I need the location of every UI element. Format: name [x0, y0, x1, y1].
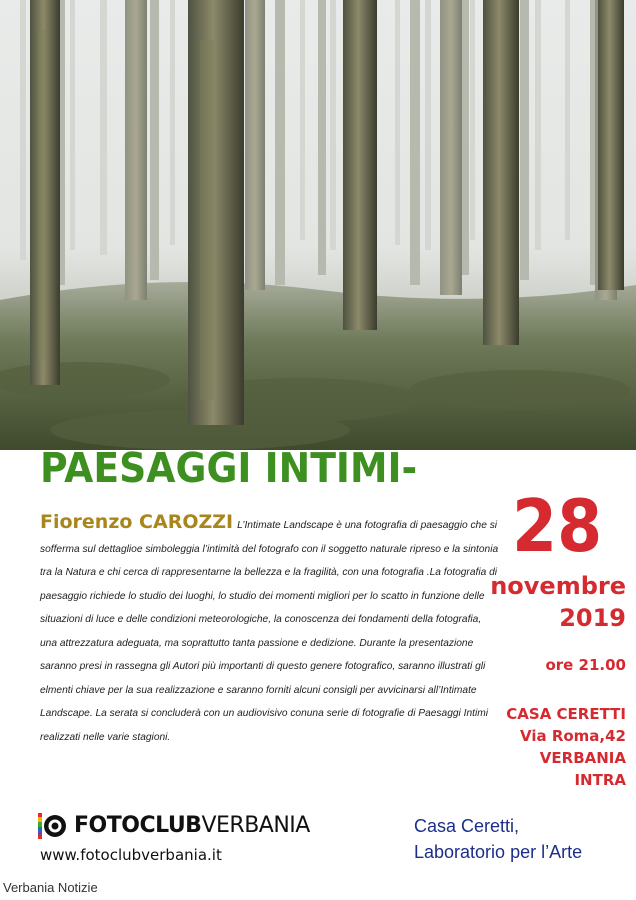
watermark-text: Verbania Notizie: [3, 880, 98, 895]
venue-line: INTRA: [574, 771, 626, 789]
organizer-line: Casa Ceretti,: [414, 816, 520, 836]
logo-thin-text: VERBANIA: [201, 813, 310, 838]
website-link[interactable]: www.fotoclubverbania.it: [40, 846, 222, 864]
organizer-block: [414, 813, 582, 865]
event-month: novembre: [490, 572, 626, 600]
event-year: 2019: [559, 604, 626, 632]
camera-lens-icon: [38, 812, 68, 840]
venue-line: Via Roma,42: [519, 727, 626, 745]
fotoclub-logo: [38, 812, 310, 840]
venue-line: CASA CERETTI: [506, 705, 626, 723]
venue-address: [506, 703, 626, 791]
author-name: Fiorenzo CAROZZI: [40, 511, 234, 533]
description-text: L’Intimate Landscape è una fotografia di paesaggio che si sofferma sul dettaglioe simboleggia l’intimità del fotografo con il soggetto naturale ripreso e la sintonia tra la Natura e chi cerca di rappresentarne la bellezza e la fragilità, con una fotografia .La fotografia di paesaggio richiede lo studio dei luoghi, lo studio dei momenti migliori per lo scatto in funzione delle situazioni di luce e delle condizioni meteorologiche, la conoscenza dei fondamenti della fotografia, una attrezzatura adeguata, ma soprattutto tanta passione e dedizione. Durante la presentazione saranno presi in rassegna gli Autori più importanti di questo genere fotografico, saranno illustrati gli elmenti chiave per la sua realizzazione e saranno forniti alcuni consigli per avvicinarsi all’Intimate Landscape. La serata si concluderà con un audiovisivo conuna serie di fotografie di Paesaggi Intimi realizzati nelle varie stagioni.: [40, 520, 499, 743]
venue-line: VERBANIA: [539, 749, 626, 767]
organizer-line: Laboratorio per l’Arte: [414, 842, 583, 862]
event-day: 28: [512, 484, 603, 568]
logo-wordmark: [74, 812, 310, 840]
description-paragraph: [40, 511, 500, 749]
poster-title: PAESAGGI INTIMI-: [40, 444, 418, 492]
event-time: ore 21.00: [545, 656, 626, 674]
logo-bold-text: FOTOCLUB: [74, 813, 202, 838]
